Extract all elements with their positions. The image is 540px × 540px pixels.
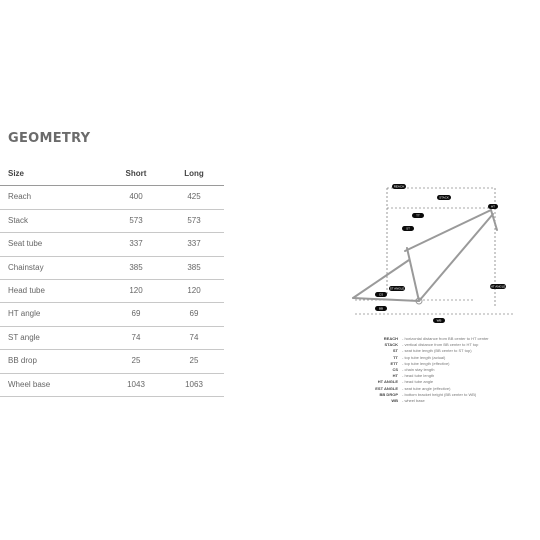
long-value: 69: [189, 309, 199, 319]
long-value: 425: [187, 192, 201, 202]
legend-desc: - head tube angle: [402, 379, 434, 385]
table-row: [0, 186, 224, 209]
long-value: 385: [187, 262, 201, 272]
svg-text:CS: CS: [378, 292, 384, 297]
ht-angle-label: [490, 284, 506, 289]
table-row: [0, 327, 224, 350]
svg-text:REACH: REACH: [393, 184, 405, 189]
svg-text:BB: BB: [378, 306, 384, 311]
table-row: [0, 374, 224, 397]
long-value: 25: [189, 356, 199, 366]
short-value: 25: [131, 356, 141, 366]
row-label: Wheel base: [8, 379, 51, 389]
header-long: Long: [184, 169, 204, 178]
svg-text:STACK: STACK: [439, 195, 449, 200]
long-value: 573: [187, 215, 201, 225]
svg-text:HT ANGLE: HT ANGLE: [490, 284, 506, 289]
header-size: Size: [8, 169, 25, 178]
short-value: 385: [129, 262, 143, 272]
short-value: 74: [131, 332, 141, 342]
legend-key: EST ANGLE: [375, 385, 398, 391]
row-label: Reach: [8, 192, 32, 202]
ht-label: [488, 204, 498, 209]
row-label: ST angle: [8, 332, 40, 342]
table-row: [0, 257, 224, 280]
cs-label: [375, 292, 387, 297]
legend-desc: - horizontal distance from BB center to HT center: [402, 336, 489, 341]
svg-text:ST ANGLE: ST ANGLE: [389, 286, 405, 291]
legend-key: BB DROP: [379, 391, 398, 397]
table-row: [0, 280, 224, 303]
short-value: 400: [129, 192, 143, 202]
st-label: [402, 226, 414, 231]
table-row: [0, 350, 224, 373]
bb-label: [375, 306, 387, 311]
frame: [353, 210, 497, 301]
geometry-table: [0, 163, 224, 397]
page-title: GEOMETRY: [8, 131, 91, 146]
seat-tube: [407, 248, 419, 301]
legend-key: ETT: [390, 360, 398, 366]
stack-label: [437, 195, 451, 200]
legend-key: WB: [391, 397, 398, 403]
long-value: 74: [189, 332, 199, 342]
legend-key: REACH: [383, 336, 398, 341]
short-value: 573: [129, 215, 143, 225]
header-short: Short: [125, 169, 147, 178]
svg-text:HT: HT: [491, 204, 495, 209]
legend-key: CS: [392, 366, 398, 372]
legend-key: HT ANGLE: [377, 379, 398, 385]
legend-desc: - seat tube length (BB center to ST top): [402, 348, 472, 354]
table-header: [0, 163, 224, 186]
legend-desc: - bottom bracket height (BB center to WB): [402, 391, 477, 397]
svg-text:WB: WB: [436, 318, 442, 323]
chain-stay: [353, 298, 419, 301]
reach-label: [392, 184, 406, 189]
legend-key: HT: [392, 373, 398, 379]
short-value: 1043: [127, 379, 145, 389]
legend-desc: - head tube length: [402, 373, 435, 379]
table-row: [0, 210, 224, 233]
legend-desc: - top tube length (effective): [402, 360, 450, 366]
legend-desc: - vertical distance from BB center to HT top: [402, 342, 479, 348]
short-value: 337: [129, 239, 143, 249]
legend-desc: - top tube length (actual): [402, 354, 446, 360]
long-value: 120: [187, 285, 201, 295]
legend-key: TT: [393, 354, 398, 360]
bike-geometry-diagram: [345, 178, 515, 330]
diagram-legend: [330, 336, 530, 404]
row-label: Seat tube: [8, 239, 43, 249]
long-value: 337: [187, 239, 201, 249]
long-value: 1063: [185, 379, 203, 389]
row-label: HT angle: [8, 309, 41, 319]
wb-label: [433, 318, 445, 323]
legend-desc: - seat tube angle (effective): [402, 385, 451, 391]
svg-text:ST: ST: [406, 226, 410, 231]
legend-desc: - wheel base: [402, 397, 425, 403]
table-row: [0, 233, 224, 256]
row-label: Stack: [8, 215, 29, 225]
tt-label: [412, 213, 424, 218]
legend-desc: - chain stay length: [402, 366, 435, 372]
st-angle-label: [389, 286, 405, 291]
svg-text:TT: TT: [416, 213, 420, 218]
diagram-labels: [375, 184, 506, 323]
row-label: Head tube: [8, 285, 45, 295]
row-label: BB drop: [8, 356, 37, 366]
row-label: Chainstay: [8, 262, 44, 272]
legend-key: STACK: [384, 342, 398, 348]
table-row: [0, 303, 224, 326]
short-value: 69: [131, 309, 141, 319]
short-value: 120: [129, 285, 143, 295]
legend-item: [330, 398, 530, 404]
legend-key: ST: [392, 348, 398, 354]
head-tube: [491, 210, 497, 230]
